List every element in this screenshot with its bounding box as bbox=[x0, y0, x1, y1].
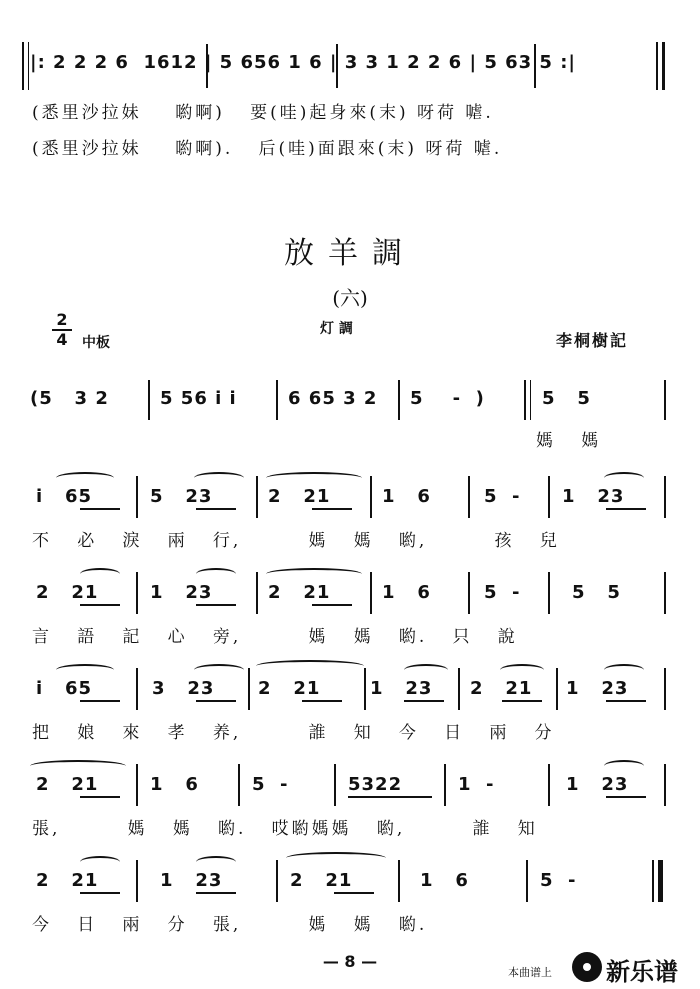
beam bbox=[80, 892, 120, 894]
site-logo-text: 新乐谱 bbox=[606, 958, 678, 986]
barline bbox=[664, 764, 666, 806]
final-barline bbox=[652, 860, 654, 902]
slur bbox=[266, 472, 362, 484]
song-title: 放羊調 bbox=[284, 236, 416, 271]
beam bbox=[302, 700, 342, 702]
barline bbox=[256, 572, 258, 614]
tempo-mark: 中板 bbox=[82, 335, 110, 351]
slur bbox=[604, 472, 644, 484]
beam bbox=[606, 508, 646, 510]
measure-notes: 2 21 bbox=[290, 870, 353, 891]
barline bbox=[364, 668, 366, 710]
measure-notes: 1 23 bbox=[370, 678, 433, 699]
measure-notes: (5 3 2 bbox=[30, 388, 109, 409]
barline bbox=[28, 42, 29, 90]
genre-label: 灯 調 bbox=[320, 321, 353, 337]
beam bbox=[196, 604, 236, 606]
lyrics-line: 把 娘 來 孝 养, 誰 知 今 日 兩 分 bbox=[32, 723, 555, 743]
music-system-2 bbox=[0, 464, 700, 554]
measure-notes: 2 21 bbox=[36, 870, 99, 891]
measure-notes: 2 21 bbox=[470, 678, 533, 699]
barline bbox=[136, 764, 138, 806]
barline bbox=[664, 572, 666, 614]
barline bbox=[556, 668, 558, 710]
lyrics-line: 言 語 記 心 旁, 媽 媽 喲. 只 說 bbox=[32, 627, 518, 647]
barline bbox=[370, 572, 372, 614]
measure-notes: 1 6 bbox=[382, 486, 431, 507]
measure-notes: 1 23 bbox=[562, 486, 625, 507]
slur bbox=[404, 664, 448, 676]
barline bbox=[524, 380, 526, 420]
slur bbox=[604, 760, 644, 772]
beam bbox=[312, 604, 352, 606]
barline bbox=[444, 764, 446, 806]
barline bbox=[370, 476, 372, 518]
measure-notes: 1 23 bbox=[566, 678, 629, 699]
barline bbox=[664, 380, 666, 420]
measure-notes: 1 6 bbox=[150, 774, 199, 795]
measure-notes: 1 6 bbox=[382, 582, 431, 603]
barline bbox=[398, 380, 400, 420]
logo-disc-icon bbox=[572, 952, 602, 982]
music-system-1 bbox=[0, 372, 700, 452]
beam bbox=[80, 700, 120, 702]
barline bbox=[664, 668, 666, 710]
measure-notes: 5322 bbox=[348, 774, 403, 795]
beam bbox=[404, 700, 444, 702]
song-number: (六) bbox=[332, 286, 368, 310]
beam bbox=[80, 796, 120, 798]
barline bbox=[238, 764, 240, 806]
final-barline bbox=[658, 860, 663, 902]
slur bbox=[196, 856, 236, 868]
slur bbox=[500, 664, 544, 676]
beam bbox=[196, 700, 236, 702]
barline bbox=[256, 476, 258, 518]
page-number: — 8 — bbox=[322, 952, 378, 971]
barline bbox=[148, 380, 150, 420]
slur bbox=[80, 856, 120, 868]
measure-notes: 5 5 bbox=[572, 582, 621, 603]
slur bbox=[604, 664, 644, 676]
barline bbox=[398, 860, 400, 902]
time-signature-bottom: 4 bbox=[56, 330, 68, 349]
beam bbox=[606, 796, 646, 798]
measure-notes: 2 21 bbox=[268, 582, 331, 603]
measure-notes: 3 23 bbox=[152, 678, 215, 699]
measure-notes: 1 23 bbox=[566, 774, 629, 795]
barline bbox=[136, 668, 138, 710]
beam bbox=[196, 892, 236, 894]
measure-notes: i 65 bbox=[36, 486, 93, 507]
prev-song-lyrics-1: (悉里沙拉妹 喲啊) 要(哇)起身來(末) 呀荷 㖸. bbox=[32, 103, 494, 123]
measure-notes: 5 5 bbox=[542, 388, 591, 409]
measure-notes: 2 21 bbox=[268, 486, 331, 507]
repeat-end-barline bbox=[656, 42, 658, 90]
barline bbox=[664, 476, 666, 518]
barline bbox=[248, 668, 250, 710]
barline bbox=[530, 380, 531, 420]
prev-song-notes: |: 2 2 2 6 1612 | 5 656 1 6 | 3 3 1 2 2 6 | 5 63 5 :| bbox=[30, 52, 576, 73]
music-system-4 bbox=[0, 656, 700, 746]
barline bbox=[548, 572, 550, 614]
slur bbox=[56, 472, 114, 484]
barline bbox=[526, 860, 528, 902]
measure-notes: 2 21 bbox=[36, 582, 99, 603]
beam bbox=[80, 604, 120, 606]
slur bbox=[196, 568, 236, 580]
barline bbox=[468, 476, 470, 518]
measure-notes: 6 65 3 2 bbox=[288, 388, 378, 409]
lyrics-line: 媽 媽 bbox=[536, 431, 602, 451]
barline bbox=[458, 668, 460, 710]
music-system-3 bbox=[0, 560, 700, 650]
measure-notes: 5 - bbox=[484, 486, 521, 507]
time-signature-top: 2 bbox=[56, 310, 68, 329]
barline bbox=[136, 860, 138, 902]
music-system-5 bbox=[0, 752, 700, 842]
measure-notes: 1 23 bbox=[160, 870, 223, 891]
barline bbox=[548, 476, 550, 518]
measure-notes: 1 6 bbox=[420, 870, 469, 891]
measure-notes: 2 21 bbox=[258, 678, 321, 699]
beam bbox=[348, 796, 432, 798]
repeat-start-barline bbox=[22, 42, 24, 90]
slur bbox=[194, 664, 244, 676]
measure-notes: 5 - bbox=[252, 774, 289, 795]
footer-credit: 本曲谱上 bbox=[508, 966, 552, 979]
beam bbox=[80, 508, 120, 510]
beam bbox=[606, 700, 646, 702]
measure-notes: 5 56 i i bbox=[160, 388, 237, 409]
measure-notes: 1 - bbox=[458, 774, 495, 795]
music-system-6 bbox=[0, 848, 700, 938]
barline bbox=[548, 764, 550, 806]
measure-notes: 5 - ) bbox=[410, 388, 485, 409]
prev-song-system bbox=[0, 30, 700, 170]
slur bbox=[30, 760, 126, 772]
lyrics-line: 不 必 淚 兩 行, 媽 媽 喲, 孩 兒 bbox=[32, 531, 560, 551]
measure-notes: 5 23 bbox=[150, 486, 213, 507]
slur bbox=[256, 660, 364, 672]
barline bbox=[468, 572, 470, 614]
slur bbox=[194, 472, 244, 484]
barline bbox=[136, 476, 138, 518]
repeat-end-barline bbox=[662, 42, 665, 90]
slur bbox=[286, 852, 386, 864]
lyrics-line: 張, 媽 媽 喲. 哎喲媽媽 喲, 誰 知 bbox=[32, 819, 538, 839]
recorder-credit: 李桐樹記 bbox=[556, 331, 629, 350]
slur bbox=[56, 664, 114, 676]
prev-song-lyrics-2: (悉里沙拉妹 喲啊). 后(哇)面跟來(末) 呀荷 㖸. bbox=[32, 139, 503, 159]
barline bbox=[276, 860, 278, 902]
barline bbox=[334, 764, 336, 806]
measure-notes: 1 23 bbox=[150, 582, 213, 603]
beam bbox=[196, 508, 236, 510]
beam bbox=[502, 700, 542, 702]
lyrics-line: 今 日 兩 分 張, 媽 媽 喲. bbox=[32, 915, 428, 935]
slur bbox=[266, 568, 362, 580]
measure-notes: 5 - bbox=[540, 870, 577, 891]
beam bbox=[312, 508, 352, 510]
time-signature bbox=[52, 312, 72, 348]
slur bbox=[80, 568, 120, 580]
barline bbox=[276, 380, 278, 420]
barline bbox=[136, 572, 138, 614]
measure-notes: 5 - bbox=[484, 582, 521, 603]
beam bbox=[334, 892, 374, 894]
measure-notes: i 65 bbox=[36, 678, 93, 699]
measure-notes: 2 21 bbox=[36, 774, 99, 795]
